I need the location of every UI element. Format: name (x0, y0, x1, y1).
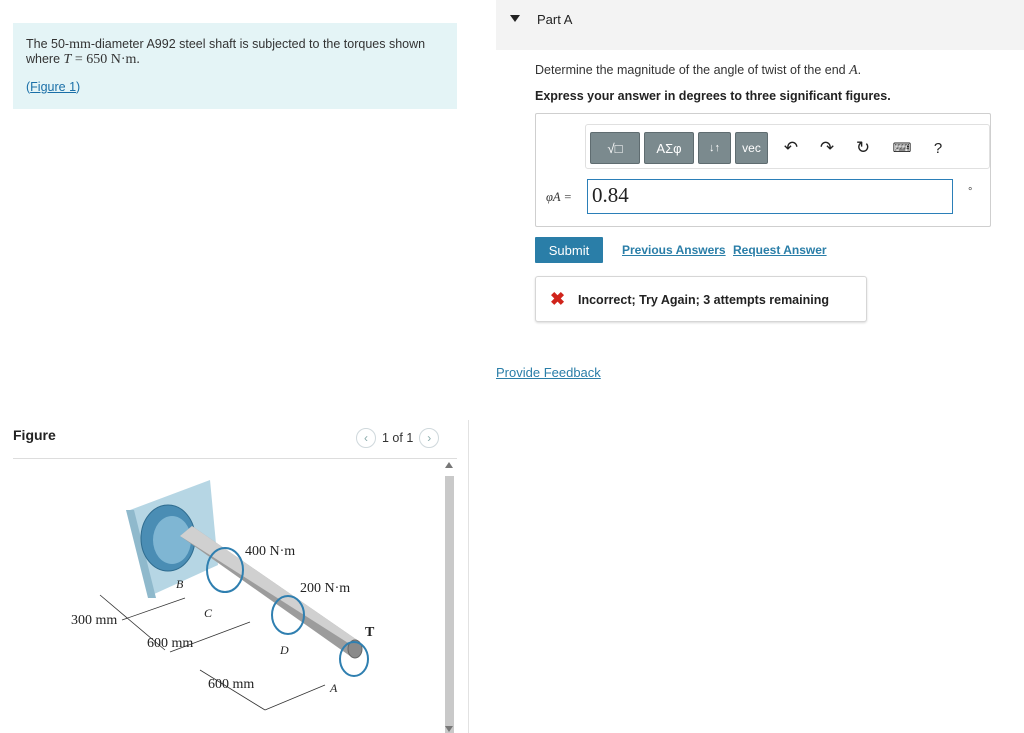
figure-pager (356, 428, 439, 448)
problem-text-mm: mm (69, 37, 91, 52)
scroll-thumb[interactable] (445, 476, 454, 733)
figure-link-open: ( (26, 80, 31, 94)
panel-divider (468, 420, 469, 733)
dim-line-300 (122, 598, 185, 620)
templates-label: √□ (607, 140, 623, 156)
incorrect-x-icon: ✖ (550, 289, 566, 309)
previous-answers-link[interactable]: Previous Answers (622, 243, 726, 257)
label-a: A (330, 681, 338, 695)
label-400: 400 N·m (245, 544, 296, 559)
torque-variable: T (63, 52, 72, 67)
figure-link-text[interactable]: Figure 1 (30, 80, 77, 94)
answer-input[interactable]: 0.84 (587, 179, 953, 214)
question-body: Determine the magnitude of the angle of twist of the end (535, 63, 850, 77)
label-200: 200 N·m (300, 581, 351, 596)
problem-text-mid: -diameter A992 steel shaft is subjected to the torques shown where (26, 37, 426, 66)
vec-button[interactable] (735, 132, 768, 164)
feedback-text: Incorrect; Try Again; 3 attempts remaining (578, 293, 829, 307)
undo-icon[interactable]: ↶ (783, 138, 799, 157)
label-300mm: 300 mm (71, 613, 118, 628)
figure-scrollbar[interactable] (442, 460, 456, 733)
part-title: Part A (537, 12, 573, 27)
figure-divider (13, 458, 457, 459)
figure-title: Figure (13, 427, 56, 443)
scroll-down-arrow-icon[interactable] (445, 726, 453, 732)
question-text (535, 63, 861, 79)
keyboard-icon[interactable]: ⌨ (892, 140, 912, 155)
problem-statement (13, 23, 457, 109)
part-header[interactable] (496, 0, 1024, 50)
math-toolbar (585, 124, 990, 169)
vec-label: vec (742, 141, 761, 155)
provide-feedback-link[interactable]: Provide Feedback (496, 365, 601, 380)
question-end: . (857, 63, 862, 77)
label-c: C (204, 606, 213, 620)
request-answer-link[interactable]: Request Answer (733, 243, 827, 257)
question-variable: A (849, 63, 858, 78)
answer-unit: ° (968, 186, 973, 198)
label-b: B (176, 577, 184, 591)
label-d: D (280, 643, 289, 657)
help-button[interactable] (927, 138, 949, 158)
reset-icon[interactable]: ↻ (855, 138, 871, 157)
greek-button[interactable] (644, 132, 694, 164)
chevron-left-icon[interactable]: ‹ (356, 428, 376, 448)
figure-page-count: 1 of 1 (382, 431, 414, 445)
dim-line-end (265, 685, 325, 710)
submit-button[interactable]: Submit (535, 237, 603, 263)
label-600mm-a: 600 mm (147, 636, 194, 651)
sort-button[interactable] (698, 132, 731, 164)
problem-text (26, 37, 445, 67)
scroll-up-arrow-icon[interactable] (445, 462, 453, 468)
answer-variable: φA = (546, 190, 572, 204)
problem-text-prefix: The 50- (26, 37, 70, 51)
figure-link[interactable] (26, 80, 80, 94)
question-instruction: Express your answer in degrees to three significant figures. (535, 89, 891, 103)
shaft-figure (60, 470, 440, 733)
label-t: T (365, 625, 375, 640)
flange-face (153, 516, 191, 564)
feedback-message (535, 276, 867, 322)
chevron-right-icon[interactable]: › (419, 428, 439, 448)
collapse-caret-icon[interactable] (510, 15, 520, 22)
greek-label: ΑΣφ (656, 140, 682, 156)
templates-button[interactable] (590, 132, 640, 164)
figure-link-close: ) (76, 80, 81, 94)
redo-icon[interactable]: ↷ (819, 138, 835, 157)
answer-box (535, 113, 991, 227)
label-600mm-b: 600 mm (208, 677, 255, 692)
torque-equation: = 650 N·m. (71, 52, 140, 67)
help-label: ? (933, 139, 943, 157)
sort-label: ↓↑ (709, 142, 720, 154)
